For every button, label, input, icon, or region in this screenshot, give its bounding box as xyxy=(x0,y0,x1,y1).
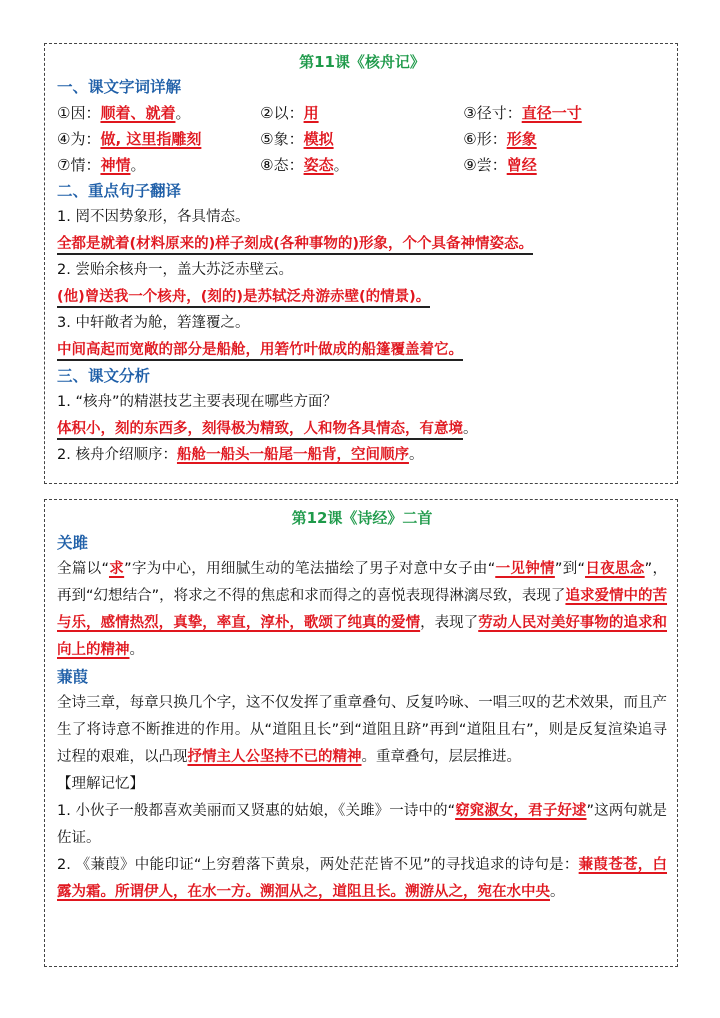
vocab-item xyxy=(463,100,666,126)
paragraph-text: 。 xyxy=(550,884,565,900)
key-point-answer: 求 xyxy=(108,561,125,577)
vocab-meaning: 形象 xyxy=(506,130,537,148)
jianjia-paragraph xyxy=(57,690,667,771)
paragraph-text: ”字为中心，用细腻生动的笔法描绘了男子对意中女子由“ xyxy=(124,561,496,577)
analysis-question-2: 2. 核舟介绍顺序：船舱一船头一船尾一船背，空间顺序。 xyxy=(57,447,424,463)
vocab-meaning: 姿态 xyxy=(303,156,334,174)
key-point-answer: 一见钟情 xyxy=(495,561,555,577)
vocab-meaning: 直径一寸 xyxy=(521,104,582,122)
vocab-meaning: 做, 这里指雕刻 xyxy=(100,130,202,148)
sentence-question: 1. 罔不因势象形，各具情态。 xyxy=(57,209,250,225)
vocab-meaning: 顺着、就着 xyxy=(100,104,176,122)
sentence-translation: 中间高起而宽敞的部分是船舱，用箬竹叶做成的船篷覆盖着它。 xyxy=(57,337,667,364)
vocab-term: ⑦情： xyxy=(57,156,101,174)
vocab-item: ⑦情：神情。 xyxy=(57,156,146,174)
memory-item-2 xyxy=(57,852,667,906)
sentence-translation: 全都是就着(材料原来的)样子刻成(各种事物的)形象，个个具备神情姿态。 xyxy=(57,231,667,258)
sentence-question: 2. 尝贻余核舟一，盖大苏泛赤壁云。 xyxy=(57,262,293,278)
vocab-meaning: 用 xyxy=(303,104,319,122)
vocab-item xyxy=(260,126,463,152)
memory-heading: 【理解记忆】 xyxy=(57,776,144,792)
paragraph-text: 1. 小伙子一般都喜欢美丽而又贤惠的姑娘，《关雎》一诗中的“ xyxy=(57,803,456,819)
vocab-term: ⑧态： xyxy=(260,156,304,174)
paragraph-text: 。 xyxy=(129,642,144,658)
paragraph-text: ”这两句就是佐证。 xyxy=(57,803,667,846)
vocab-term: ③径寸： xyxy=(463,104,522,122)
guanju-heading: 关雎 xyxy=(57,534,89,552)
paragraph-text: 2. 《蒹葭》中能印证“上穷碧落下黄泉，两处茫茫皆不见”的寻找追求的诗句是： xyxy=(57,857,579,873)
vocab-item: ①因：顺着、就着。 xyxy=(57,104,191,122)
sentence-question: 3. 中轩敞者为舱，箬篷覆之。 xyxy=(57,315,250,331)
analysis-answer-2: 船舱一船头一船尾一船背，空间顺序 xyxy=(176,447,409,463)
jianjia-heading: 蒹葭 xyxy=(57,668,89,686)
sentence-translation: (他)曾送我一个核舟，(刻的)是苏轼泛舟游赤壁(的情景)。 xyxy=(57,284,667,311)
section-vocab-heading: 一、课文字词详解 xyxy=(57,78,182,96)
vocab-item xyxy=(260,100,463,126)
vocab-row xyxy=(57,152,667,178)
vocab-row xyxy=(57,126,667,152)
key-point-answer: 劳动人民对美好事物的追求和向上的精神 xyxy=(57,615,668,658)
lesson11-title: 第11课《核舟记》 xyxy=(299,53,425,71)
key-point-answer: 蒹葭苍苍，白露为霜。所谓伊人，在水一方。溯洄从之，道阻且长。溯游从之，宛在水中央 xyxy=(57,857,668,900)
vocab-item xyxy=(463,152,666,178)
translation-list xyxy=(57,204,667,363)
analysis-question-1: 1. “核舟”的精湛技艺主要表现在哪些方面？ xyxy=(57,394,337,410)
vocab-term: ⑤象： xyxy=(260,130,304,148)
vocab-item xyxy=(57,126,260,152)
vocab-meaning: 曾经 xyxy=(506,156,537,174)
key-point-answer: 日夜思念 xyxy=(585,561,645,577)
analysis-answer-1: 体积小，刻的东西多，刻得极为精致，人和物各具情态，有意境。 xyxy=(57,416,667,443)
paragraph-text: 全诗三章，每章只换几个字，这不仅发挥了重章叠句、反复吟咏、一唱三叹的艺术效果，而且产生了将诗意不断推进的作用。从“道阻且长”到“道阻且跻”再到“道阻且右”，则是反复渲染追寻过程的艰难，以凸现 xyxy=(57,695,667,765)
vocab-row xyxy=(57,100,667,126)
paragraph-text: ，表现了 xyxy=(420,615,479,631)
guanju-paragraph xyxy=(57,556,667,664)
key-point-answer: 抒情主人公坚持不已的精神 xyxy=(187,749,362,765)
paragraph-text: 。重章叠句，层层推进。 xyxy=(361,749,521,765)
vocab-grid xyxy=(57,100,667,178)
vocab-term: ⑨尝： xyxy=(463,156,507,174)
vocab-term: ①因： xyxy=(57,104,101,122)
key-point-answer: 追求爱情中的苦与乐，感情热烈，真挚，率直，淳朴，歌颂了纯真的爱情 xyxy=(57,588,668,631)
vocab-term: ⑥形： xyxy=(463,130,507,148)
key-point-answer: 窈窕淑女，君子好逑 xyxy=(455,803,587,819)
lesson12-title: 第12课《诗经》二首 xyxy=(291,509,433,527)
paragraph-text: 全篇以“ xyxy=(57,561,109,577)
vocab-item xyxy=(463,126,666,152)
vocab-term: ②以： xyxy=(260,104,304,122)
paragraph-text: ”，再到“幻想结合”，将求之不得的焦虑和求而得之的喜悦表现得淋漓尽致，表现了 xyxy=(57,561,668,604)
vocab-meaning: 模拟 xyxy=(303,130,334,148)
lesson12-box xyxy=(44,499,678,967)
vocab-meaning: 神情 xyxy=(100,156,131,174)
lesson11-box xyxy=(44,43,678,484)
section-translation-heading: 二、重点句子翻译 xyxy=(57,182,182,200)
vocab-item: ⑧态：姿态。 xyxy=(260,156,349,174)
section-analysis-heading: 三、课文分析 xyxy=(57,367,151,385)
vocab-term: ④为： xyxy=(57,130,101,148)
paragraph-text: ”到“ xyxy=(554,561,586,577)
memory-item-1 xyxy=(57,798,667,852)
